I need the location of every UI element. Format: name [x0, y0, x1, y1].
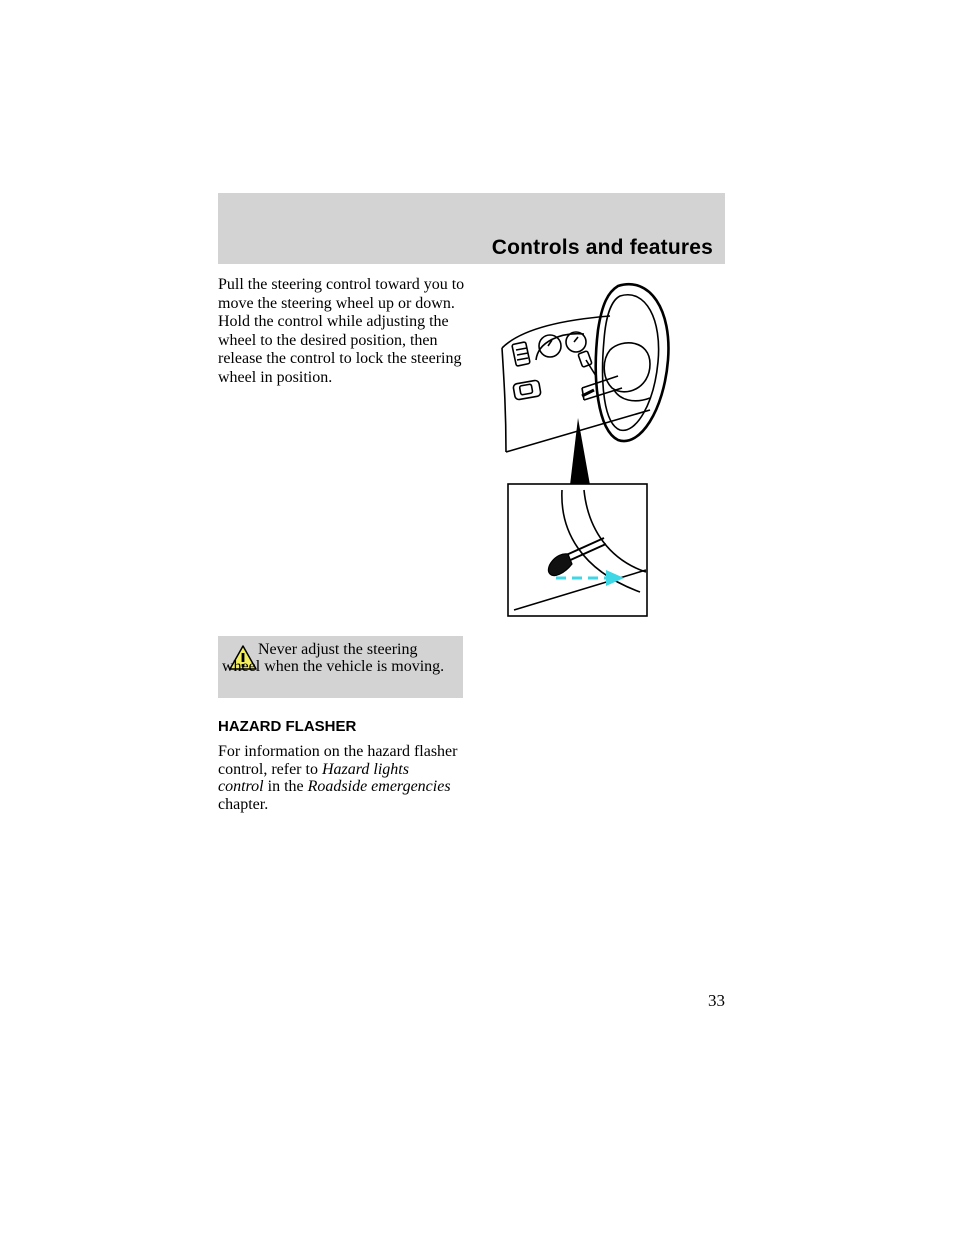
- page-number: 33: [708, 991, 725, 1010]
- warning-box: [218, 636, 463, 698]
- hazard-flasher-paragraph: [218, 743, 458, 813]
- hazard-flasher-heading: HAZARD FLASHER: [218, 718, 357, 735]
- header-band: [218, 193, 725, 264]
- roadside-emergencies-reference: Roadside emergencies: [307, 778, 451, 795]
- section-title: Controls and features: [491, 236, 713, 259]
- steering-wheel-illustration: [500, 280, 670, 620]
- warning-text: Never adjust the steering wheel when the vehicle is moving.: [222, 641, 445, 675]
- steering-paragraph: Pull the steering control toward you to move the steering wheel up or down. Hold the control while adjusting the wheel to the desired position, then release the control to lock the steering wheel in position.: [218, 276, 465, 386]
- hazard-text-2: in the: [263, 778, 308, 795]
- hazard-text-1: For information on the hazard flasher control, refer to: [218, 743, 458, 778]
- hazard-text-3: chapter.: [218, 795, 269, 813]
- hazard-lights-control-reference: Hazard lights control: [218, 760, 409, 795]
